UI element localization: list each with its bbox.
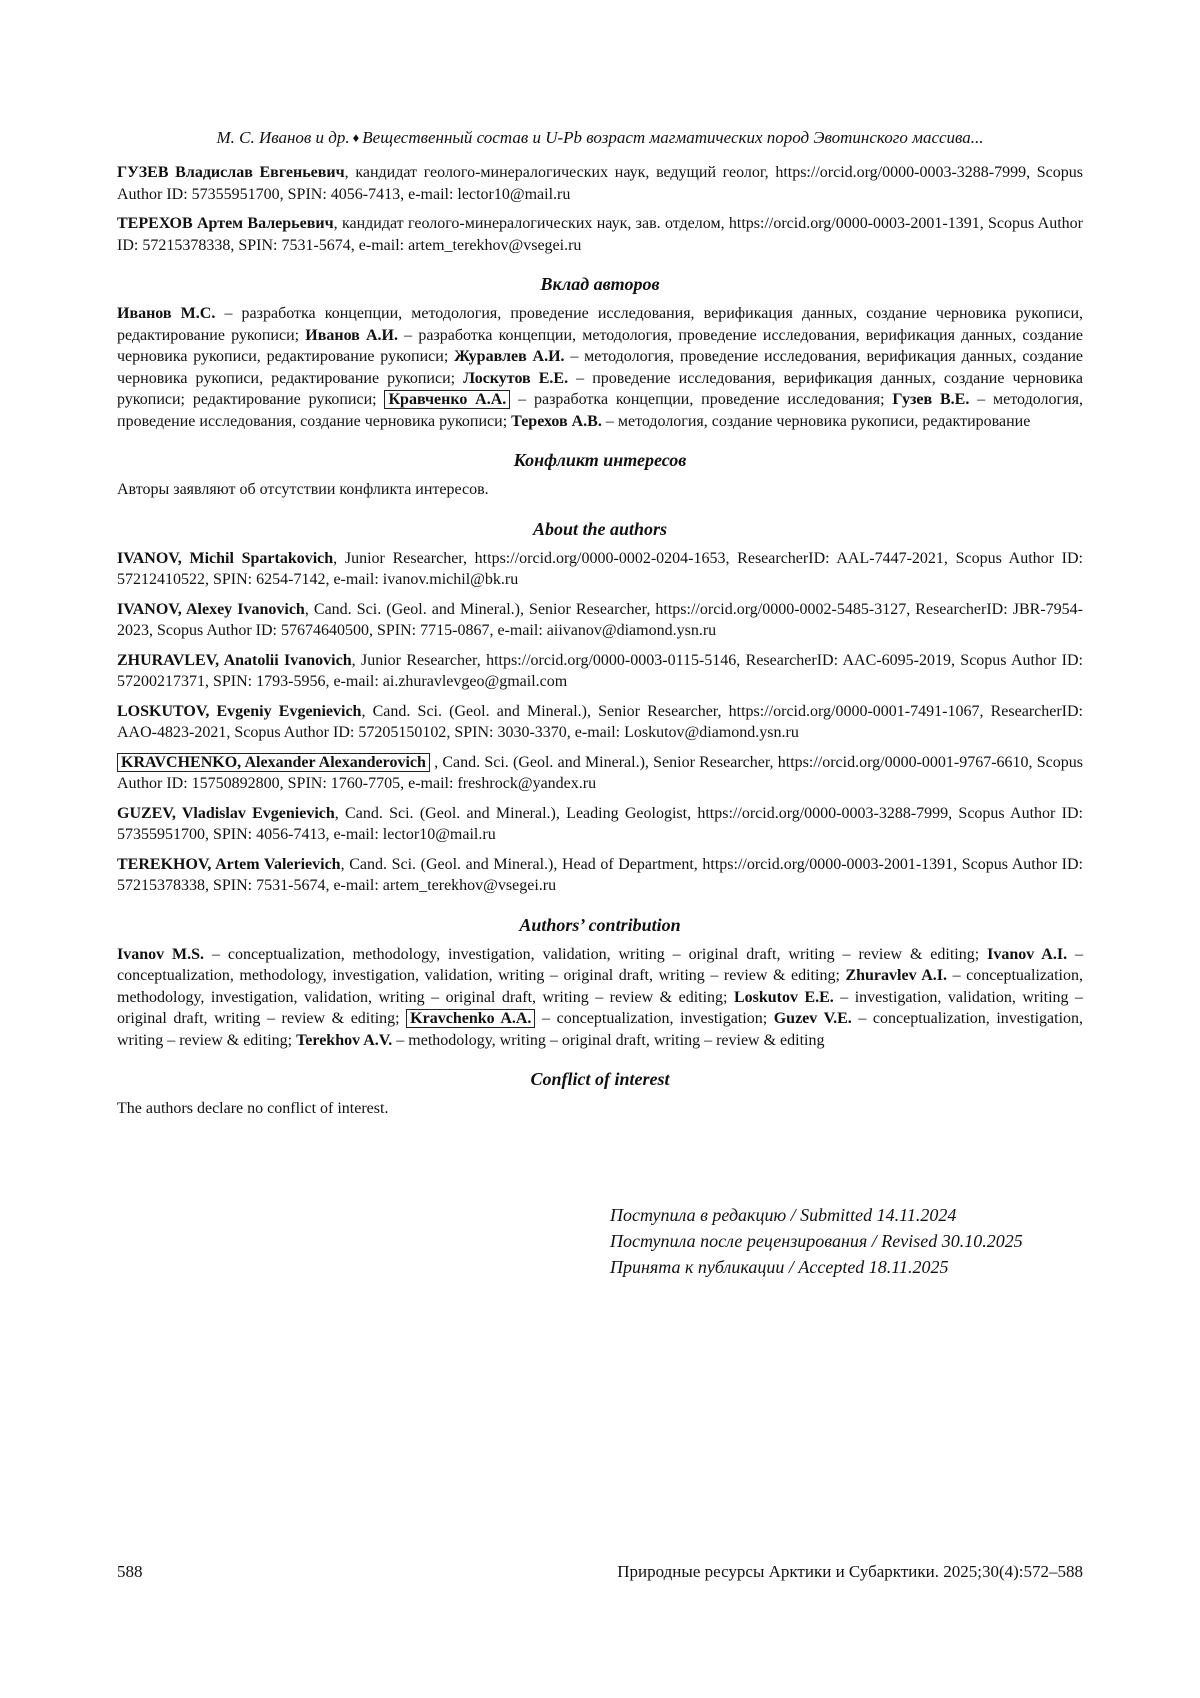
contrib-text: – разработка концепции, методология, проведение исследования, верификация данных, создание черновика рукописи, редактирование рукописи; — [117, 305, 1084, 344]
ru-author-entry-guzev — [117, 162, 1083, 205]
section-title-conflict-ru: Конфликт интересов — [513, 450, 687, 470]
about-author-entry — [117, 548, 1083, 591]
ru-author-name: ГУЗЕВ Владислав Евгеньевич — [117, 164, 345, 181]
about-author-info: , Cand. Sci. (Geol. and Mineral.), Head of Department, https://orcid.org/0000-0003-2001-1391, Scopus Author ID: 57215378338, SPIN: 7531-5674, e-mail: artem_terekhov@vsegei.ru — [117, 855, 1083, 894]
contrib-name-boxed: Кравченко А.А. — [384, 390, 510, 409]
contrib-name: Zhuravlev A.I. — [845, 967, 948, 984]
section-title-contrib-en: Authors’ contribution — [519, 914, 681, 935]
running-head — [117, 128, 1083, 148]
about-author-entry — [117, 854, 1083, 897]
contrib-name: Ivanov M.S. — [117, 945, 205, 963]
journal-citation: Природные ресурсы Арктики и Субарктики. 2025;30(4):572–588 — [617, 1562, 1083, 1581]
contrib-name: Loskutov E.E. — [733, 988, 834, 1006]
conflict-en-text: The authors declare no conflict of interest. — [117, 1100, 389, 1117]
section-title-about: About the authors — [532, 518, 668, 539]
contrib-text: – investigation, validation, writing – original draft, writing – review & editing; — [117, 988, 1084, 1027]
accepted-date: Принята к публикации / Accepted 18.11.2025 — [610, 1257, 949, 1277]
about-author-name: GUZEV, Vladislav Evgenievich — [117, 804, 335, 822]
contrib-text: – методология, создание черновика рукописи, редактирование — [601, 412, 1031, 430]
running-head-authors: М. С. Иванов и др. — [216, 128, 350, 147]
about-author-info: , Cand. Sci. (Geol. and Mineral.), Senior Researcher, https://orcid.org/0000-0002-5485-3127, ResearcherID: JBR-7954-2023, Scopus Author ID: 57674640500, SPIN: 7715-0867, e-mail: aiivanov@diamond.ysn.ru — [117, 600, 1083, 639]
about-author-name-boxed: KRAVCHENKO, Alexander Alexanderovich — [117, 753, 430, 772]
contrib-name: Ivanov A.I. — [987, 945, 1068, 963]
submitted-date: Поступила в редакцию / Submitted 14.11.2024 — [610, 1205, 957, 1225]
contrib-name: Лоскутов Е.Е. — [463, 369, 569, 387]
about-author-entry — [117, 599, 1083, 642]
contrib-text: – методология, проведение исследования, верификация данных, создание черновика рукописи, редактирование рукописи; — [117, 348, 1084, 387]
section-title-contrib-ru: Вклад авторов — [540, 274, 660, 294]
about-author-name: ZHURAVLEV, Anatolii Ivanovich — [117, 651, 352, 669]
contrib-name: Журавлев А.И. — [454, 348, 565, 365]
contrib-text: – проведение исследования, верификация данных, создание черновика рукописи; редактирование рукописи; — [117, 369, 1083, 408]
about-author-entry — [117, 701, 1083, 744]
received-dates — [610, 1202, 1023, 1280]
ru-author-name: ТЕРЕХОВ Артем Валерьевич — [117, 215, 334, 232]
ru-author-info: , кандидат геолого-минералогических наук, зав. отделом, https://orcid.org/0000-0003-2001-1391, Scopus Author ID: 57215378338, SPIN: 7531-5674, e-mail: artem_terekhov@vsegei.ru — [117, 215, 1083, 254]
about-author-name: IVANOV, Alexey Ivanovich — [117, 600, 305, 618]
article-page — [117, 128, 1083, 1120]
conflict-ru-text: Авторы заявляют об отсутствии конфликта интересов. — [117, 481, 489, 498]
contrib-text: – conceptualization, methodology, investigation, validation, writing – original draft, writing – review & editing; — [204, 945, 988, 963]
contrib-text: – conceptualization, methodology, investigation, validation, writing – original draft, writing – review & editing; — [117, 945, 1084, 984]
contrib-text: – разработка концепции, проведение исследования; — [510, 391, 893, 408]
about-author-entry — [117, 650, 1083, 693]
contrib-name: Иванов М.С. — [117, 305, 216, 322]
about-author-entry — [117, 803, 1083, 846]
about-author-name: LOSKUTOV, Evgeniy Evgenievich — [117, 702, 362, 720]
contrib-text: – conceptualization, methodology, investigation, validation, writing – original draft, writing – review & editing; — [117, 967, 1083, 1006]
about-author-info: , Junior Researcher, https://orcid.org/0000-0002-0204-1653, ResearcherID: AAL-7447-2021, Scopus Author ID: 57212410522, SPIN: 6254-7142, e-mail: ivanov.michil@bk.ru — [117, 549, 1083, 588]
ru-author-info: , кандидат геолого-минералогических наук, ведущий геолог, https://orcid.org/0000-0003-3288-7999, Scopus Author ID: 57355951700, SPIN: 4056-7413, e-mail: lector10@mail.ru — [117, 164, 1084, 203]
contrib-text: – methodology, writing – original draft, writing – review & editing — [392, 1031, 825, 1049]
about-author-name: IVANOV, Michil Spartakovich — [117, 549, 334, 567]
diamond-bullet-icon: ♦ — [352, 130, 360, 145]
about-author-info: , Cand. Sci. (Geol. and Mineral.), Senior Researcher, https://orcid.org/0000-0001-9767-6610, Scopus Author ID: 15750892800, SPIN: 1760-7705, e-mail: freshrock@yandex.ru — [117, 753, 1083, 792]
contrib-name-boxed: Kravchenko A.A. — [406, 1009, 535, 1028]
contrib-name: Terekhov A.V. — [296, 1031, 393, 1049]
about-author-name: TEREKHOV, Artem Valerievich — [117, 855, 341, 873]
contrib-text: – методология, проведение исследования, создание черновика рукописи; — [117, 391, 1083, 430]
contrib-ru-paragraph — [117, 303, 1083, 432]
running-head-title: Вещественный состав и U-Pb возраст магматических пород Эвотинского массива... — [362, 128, 984, 147]
about-author-info: , Cand. Sci. (Geol. and Mineral.), Leading Geologist, https://orcid.org/0000-0003-3288-7999, Scopus Author ID: 57355951700, SPIN: 4056-7413, e-mail: lector10@mail.ru — [117, 804, 1083, 843]
contrib-name: Guzev V.E. — [773, 1010, 852, 1027]
about-author-info: , Cand. Sci. (Geol. and Mineral.), Senior Researcher, https://orcid.org/0000-0001-7491-1067, ResearcherID: AAO-4823-2021, Scopus Author ID: 57205150102, SPIN: 3030-3370, e-mail: Loskutov@diamond.ysn.ru — [117, 702, 1084, 741]
contrib-text: – conceptualization, investigation; — [535, 1010, 774, 1027]
contrib-text: – разработка концепции, методология, проведение исследования, верификация данных, создание черновика рукописи, редактирование рукописи; — [117, 326, 1084, 365]
contrib-name: Иванов А.И. — [305, 326, 398, 344]
section-title-conflict-en: Conflict of interest — [530, 1069, 670, 1089]
contrib-en-paragraph — [117, 944, 1083, 1052]
revised-date: Поступила после рецензирования / Revised 30.10.2025 — [610, 1231, 1023, 1251]
about-author-entry — [117, 752, 1083, 795]
ru-author-entry-terekhov — [117, 213, 1083, 256]
contrib-text: – conceptualization, investigation, writing – review & editing; — [117, 1010, 1084, 1049]
contrib-name: Гузев В.Е. — [892, 391, 970, 408]
about-author-info: , Junior Researcher, https://orcid.org/0000-0003-0115-5146, ResearcherID: AAC-6095-2019, Scopus Author ID: 57200217371, SPIN: 1793-5956, e-mail: ai.zhuravlevgeo@gmail.com — [117, 651, 1083, 690]
page-number: 588 — [117, 1562, 143, 1581]
contrib-name: Терехов А.В. — [511, 412, 602, 430]
